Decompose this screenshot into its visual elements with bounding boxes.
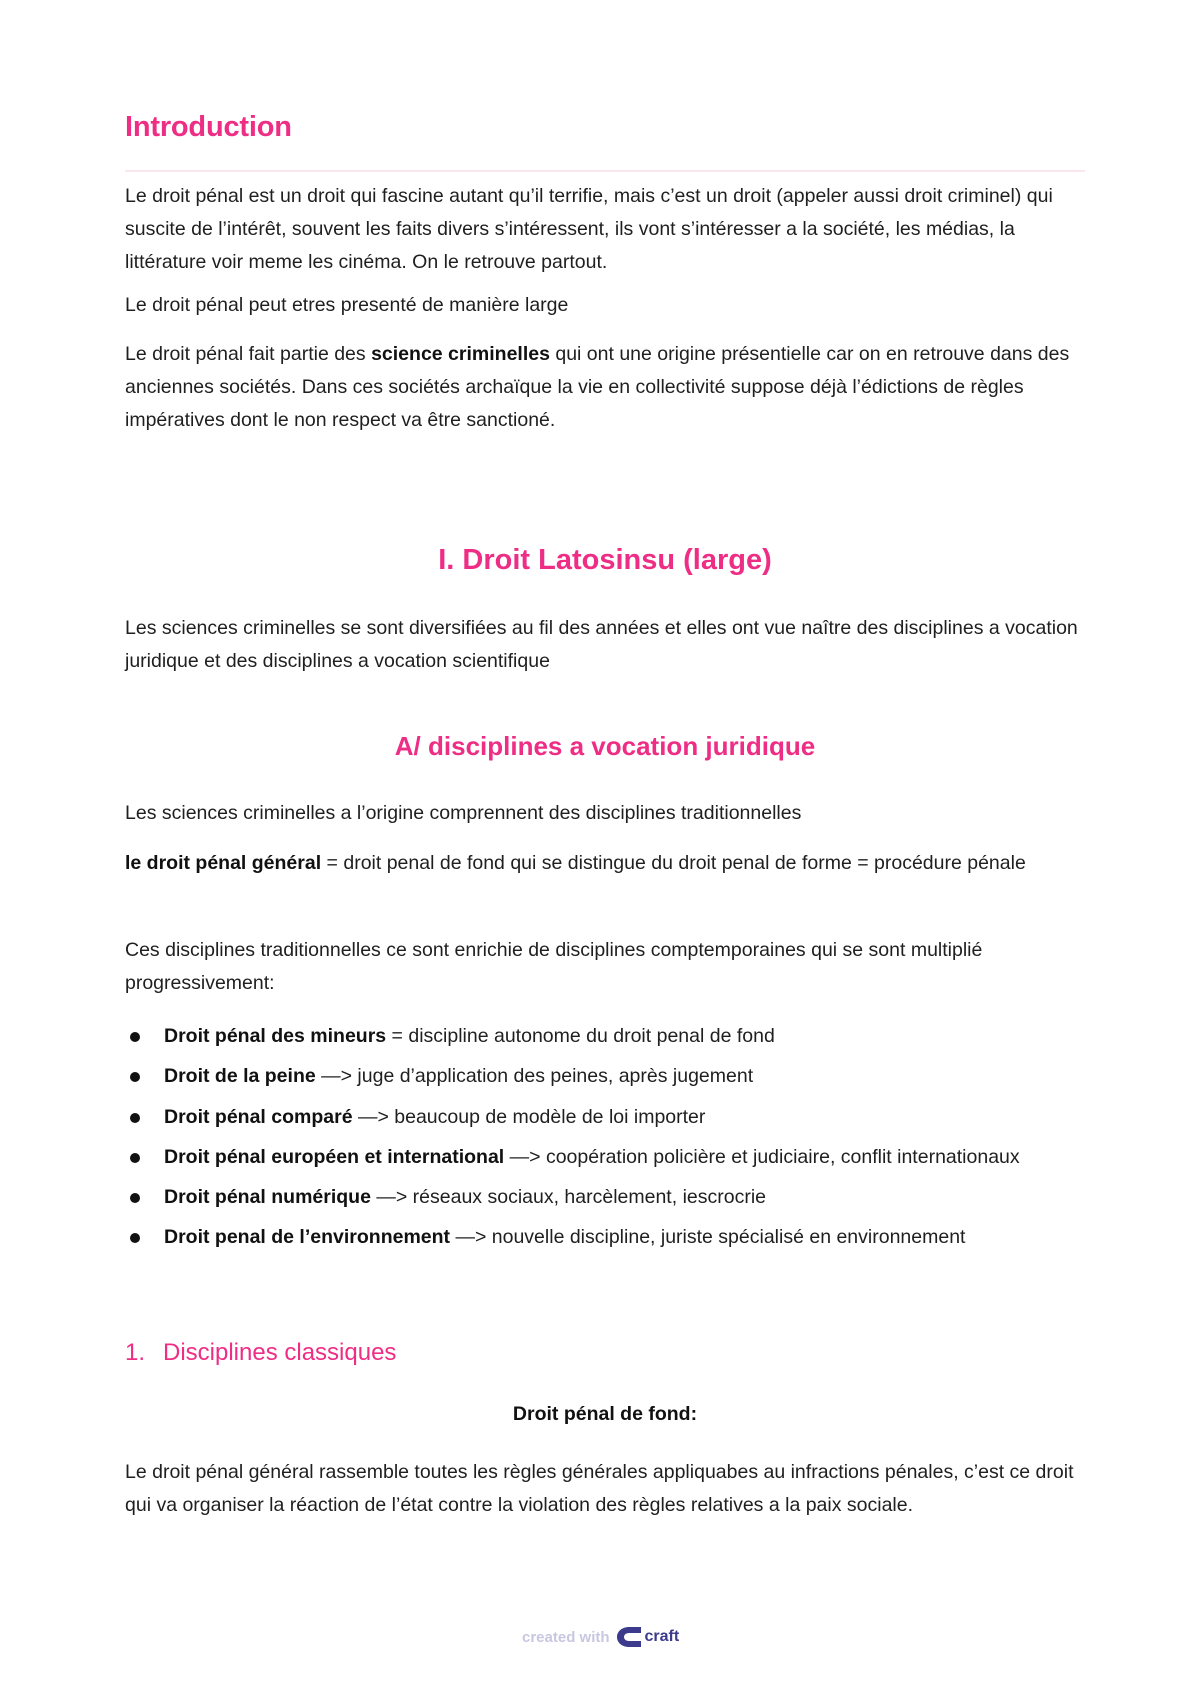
section-a-heading: A/ disciplines a vocation juridique [394,731,816,761]
craft-brand-text: craft [644,1628,680,1645]
heading-divider [125,170,1085,172]
subsection-title: Disciplines classiques [163,1339,397,1366]
section-a-p2-rest: = droit penal de fond qui se distingue du droit penal de forme = procédure pénale [321,852,1026,874]
section-1-heading: I. Droit Latosinsu (large) [438,544,772,576]
section-a-paragraph-3: Ces disciplines traditionnelles ce sont enrichie de disciplines comptemporaines qui se sont multiplié progressivement: [125,939,983,994]
list-item-text: = discipline autonome du droit penal de fond [386,1025,775,1047]
disciplines-list [125,1020,1085,1261]
introduction-heading: Introduction [125,111,292,143]
bullet-icon [130,1113,140,1123]
list-item-text: —> réseaux sociaux, harcèlement, iescrocrie [370,1186,766,1208]
list-item-bold: Droit pénal comparé [164,1106,353,1128]
list-item-text: —> beaucoup de modèle de loi importer [352,1106,706,1128]
list-item-bold: Droit pénal numérique [164,1186,371,1208]
intro-paragraph-3 [125,338,1085,437]
craft-logo [616,1626,680,1648]
created-with-footer [522,1624,679,1650]
bullet-icon [130,1193,140,1203]
list-item-bold: Droit pénal européen et international [164,1146,505,1168]
section-1-paragraph: Les sciences criminelles se sont diversifiées au fil des années et elles ont vue naître des disciplines a vocation juridique et des disciplines a vocation scientifique [125,617,1078,672]
intro-p3-bold: science criminelles [371,343,550,365]
intro-p3-text-before: Le droit pénal fait partie des [125,343,372,365]
section-a-p2-bold: le droit pénal général [125,852,322,874]
list-item-bold: Droit pénal des mineurs [164,1025,387,1047]
list-item [125,1020,1085,1053]
subsection-1-paragraph: Le droit pénal général rassemble toutes les règles générales appliquabes au infractions pénales, c’est ce droit qui va organiser la réaction de l’état contre la violation des règles relatives a la paix sociale. [125,1461,1074,1516]
bullet-icon [130,1153,140,1163]
intro-p3-text-after: qui ont une origine présentielle car on en retrouve dans des anciennes sociétés. Dans ces sociétés archaïque la vie en collectivité suppose déjà l’édictions de règles impératives dont le non respect va être sanctioné. [125,343,1070,431]
subsection-number: 1. [125,1339,146,1366]
list-item [125,1141,1085,1174]
intro-paragraph-1: Le droit pénal est un droit qui fascine autant qu’il terrifie, mais c’est un droit (appeler aussi droit criminel) qui suscite de l’intérêt, souvent les faits divers s’intéressent, ils vont s’intéresser a la société, les médias, la littérature voir meme les cinéma. On le retrouve partout. [125,185,1053,273]
list-item-bold: Droit penal de l’environnement [164,1226,451,1248]
subsection-1-subtitle: Droit pénal de fond: [512,1403,698,1425]
subsection-1-heading [125,1339,396,1367]
bullet-icon [130,1032,140,1042]
list-item [125,1221,1085,1254]
list-item-bold: Droit de la peine [164,1065,316,1087]
list-item-text: —> nouvelle discipline, juriste spécialisé en environnement [450,1226,966,1248]
section-a-paragraph-1: Les sciences criminelles a l’origine comprennent des disciplines traditionnelles [125,802,802,824]
list-item [125,1060,1085,1093]
created-with-text: created with [522,1628,610,1646]
intro-paragraph-2: Le droit pénal peut etres presenté de manière large [125,294,569,316]
list-item [125,1101,1085,1134]
list-item [125,1181,1085,1214]
bullet-icon [130,1233,140,1243]
bullet-icon [130,1072,140,1082]
list-item-text: —> juge d’application des peines, après jugement [315,1065,754,1087]
list-item-text: —> coopération policière et judiciaire, conflit internationaux [504,1146,1020,1168]
craft-logo-icon [616,1626,642,1648]
section-a-paragraph-2 [125,847,1085,880]
